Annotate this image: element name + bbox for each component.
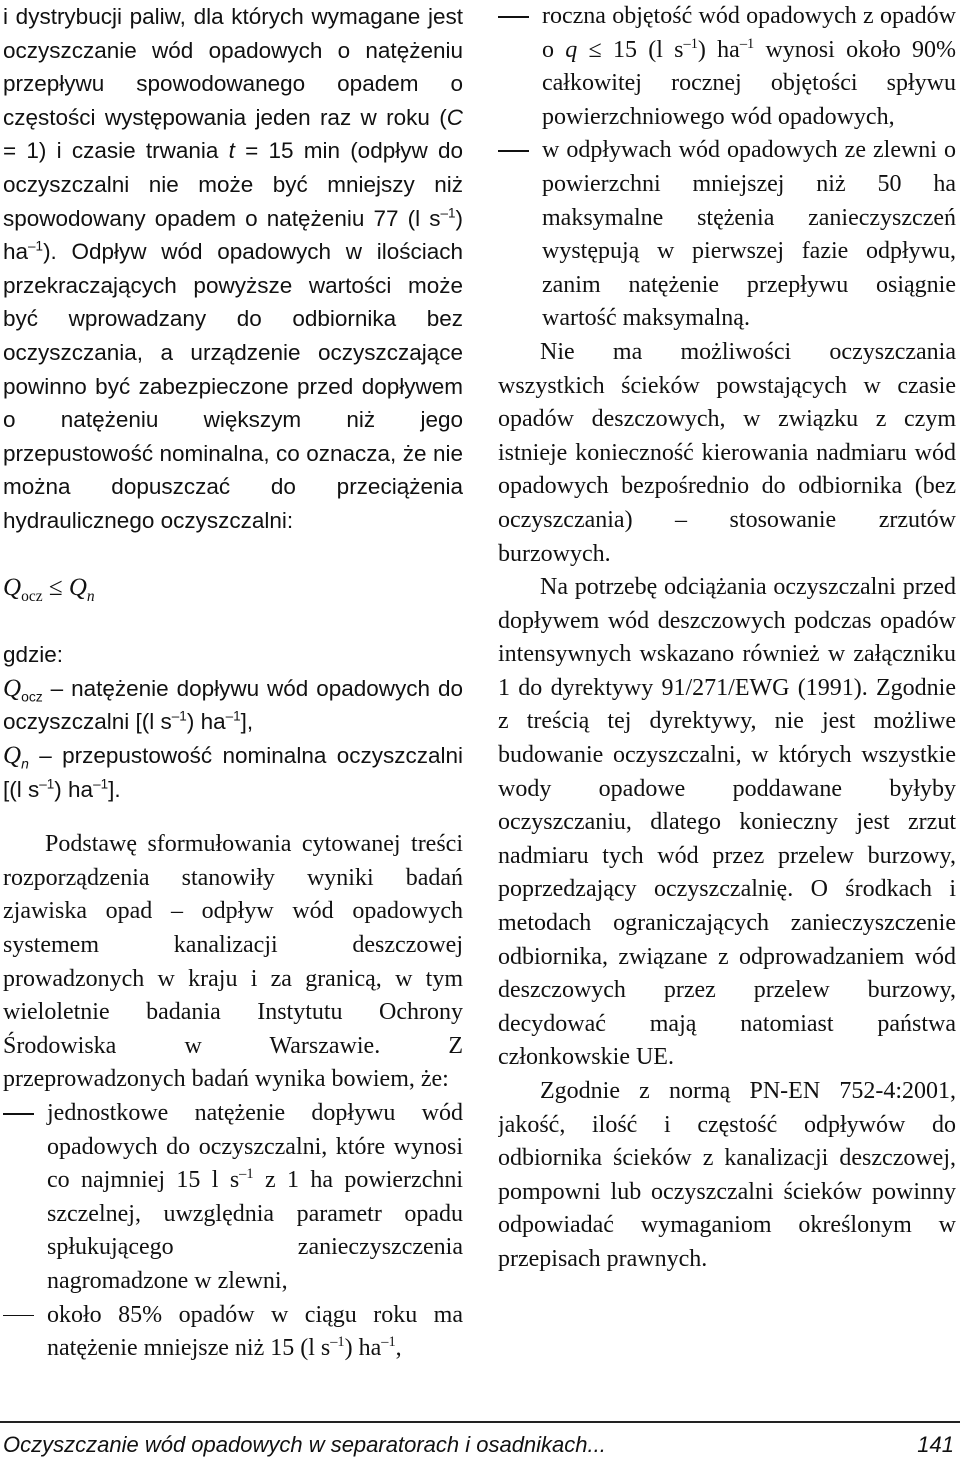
dash-bullet bbox=[498, 150, 529, 152]
list-item: w odpływach wód opadowych ze zlewni o powierzchni mniejszej niż 50 ha maksymalne stężenia zanieczyszczeń występują w pierwszej fazie odpływu, zanim natężenie przepływu osiągnie wartość maksymalną. bbox=[498, 134, 956, 336]
spacer bbox=[3, 538, 463, 572]
paragraph-storm-overflows: Nie ma możliwości oczyszczania wszystkich ścieków powstających w czasie opadów deszczowych, w związku z czym istnieje konieczność kierowania nadmiaru wód opadowych bezpośrednio do odbiornika (bez oczyszczania) – stosowanie zrzutów burzowych. bbox=[498, 338, 956, 567]
where-label: gdzie: bbox=[3, 642, 64, 668]
variable-q: q bbox=[565, 36, 578, 63]
list-item: roczna objętość wód opadowych z opadów o q ≤ 15 (l $s^{-1}$) $ha^{-1}$ wynosi około 90% całkowitej rocznej objętości spływu powierzchniowego wód opadowych, bbox=[498, 0, 956, 134]
page-number: 141 bbox=[917, 1432, 954, 1457]
definition-q-ocz: $Q_{ocz}$ – natężenie dopływu wód opadowych do oczyszczalni [(l $s^{-1}$) $ha^{-1}$], bbox=[3, 674, 463, 735]
paragraph-directive: Na potrzebę odciążania oczyszczalni przed dopływem wód deszczowych podczas opadów intensywnych wskazano również w załączniku 1 do dyrektywy 91/271/EWG (1991). Zgodnie z treścią tej dyrektywy, nie jest możliwe budowanie oczyszczalni, w których wszystkie wody opadowe poddawane byłyby oczyszczaniu, dlatego konieczny jest zrzut nadmiaru tych wód przez przelew burzowy, poprzedzający oczyszczalnię. O środkach i metodach ograniczających zanieczyszczenie odbiornika, związane z odprowadzaniem wód deszczowych przez przelew burzowy, decydować mają natomiast państwa członkowskie UE. bbox=[498, 574, 956, 1071]
spacer bbox=[3, 806, 463, 828]
list-item: około 85% opadów w ciągu roku ma natężenie mniejsze niż 15 (l $s^{-1}$) $ha^{-1}$, bbox=[3, 1299, 463, 1366]
paragraph-standard: Zgodnie z normą PN-EN 752-4:2001, jakość, ilość i częstość odpływów do odbiornika ścieków z kanalizacji deszczowej, pompowni lub oczyszczalni ścieków powinny odpowiadać wymaganiom określonym w przepisach prawnych. bbox=[498, 1078, 956, 1272]
running-title: Oczyszczanie wód opadowych w separatorach i osadnikach... bbox=[3, 1432, 606, 1457]
right-column bbox=[498, 0, 956, 1277]
paragraph-intro: i dystrybucji paliw, dla których wymagane jest oczyszczanie wód opadowych o natężeniu przepływu spowodowanego opadem o częstości występowania jeden raz w roku (C = 1) i czasie trwania t = 15 min (odpływ do oczyszczalni nie może być mniejszy niż spowodowany opadem o natężeniu 77 (l $s^{-1}$) $ha^{-1}$). Odpływ wód opadowych w ilościach przekraczających powyższe wartości może być wprowadzany do odbiornika bez oczyszczania, a urządzenie oczyszczające powinno być zabezpieczone przed dopływem o natężeniu większym niż jego przepustowość nominalna, co oznacza, że nie można dopuszczać do przeciążenia hydraulicznego oczyszczalni: bbox=[3, 4, 463, 533]
definition-q-n: $Q_n$ – przepustowość nominalna oczyszczalni [(l $s^{-1}$) $ha^{-1}$]. bbox=[3, 742, 463, 802]
list-item: jednostkowe natężenie dopływu wód opadowych do oczyszczalni, które wynosi co najmniej 15 l $s^{-1}$ z 1 ha powierzchni szczelnej, uwzględnia parametr opadu spłukującego zanieczyszczenia nagromadzone w zlewni, bbox=[3, 1097, 463, 1299]
left-column bbox=[3, 0, 463, 1366]
spacer bbox=[3, 605, 463, 639]
dash-bullet bbox=[3, 1315, 34, 1317]
footer bbox=[3, 1425, 954, 1465]
paragraph-research: Podstawę sformułowania cytowanej treści rozporządzenia stanowiły wyniki badań zjawiska opad – odpływ wód opadowych systemem kanalizacji deszczowej prowadzonych w kraju i za granicą, w tym wieloletnie badania Instytutu Ochrony Środowiska w Warszawie. Z przeprowadzonych badań wynika bowiem, że: bbox=[3, 831, 463, 1093]
dash-bullet bbox=[3, 1113, 34, 1115]
variable-c: C bbox=[446, 104, 463, 130]
formula: $Q_{ocz} \le Q_n$ bbox=[3, 574, 95, 605]
dash-bullet bbox=[498, 16, 529, 18]
footer-rule bbox=[0, 1421, 960, 1423]
variable-t: t bbox=[228, 138, 235, 164]
